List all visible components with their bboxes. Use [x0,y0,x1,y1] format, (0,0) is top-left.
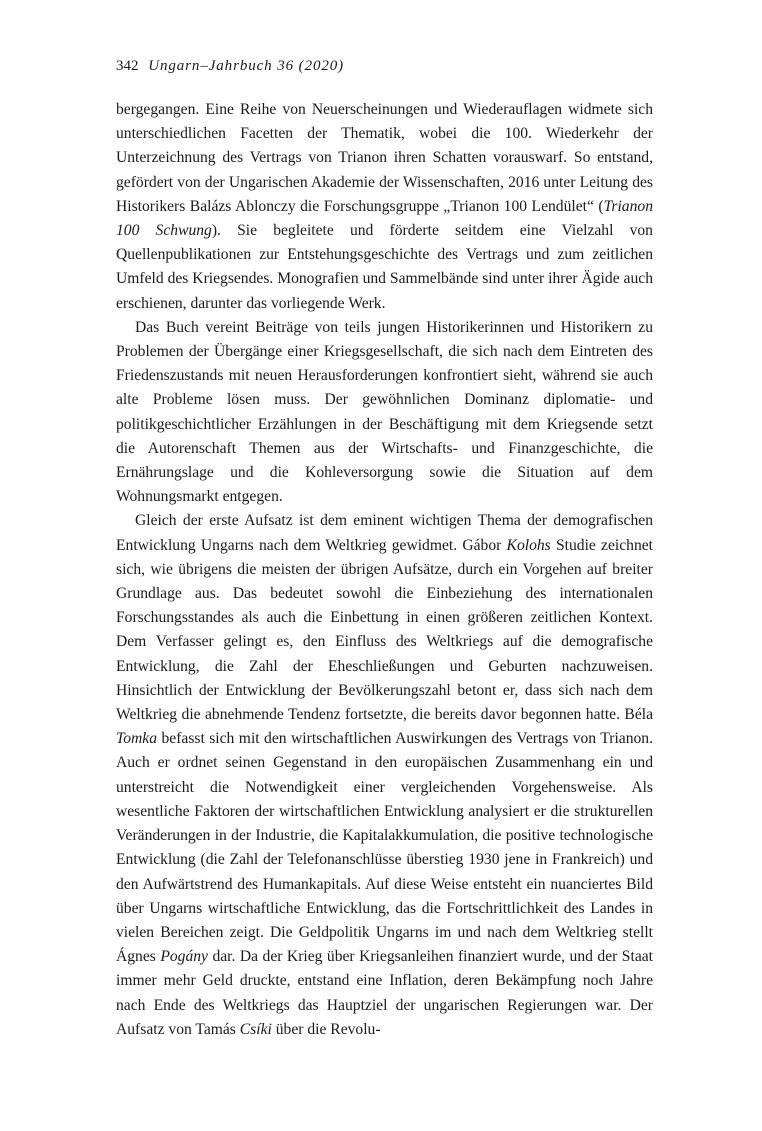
text-run-italic: Kolohs [506,536,551,554]
journal-title: Ungarn–Jahrbuch 36 (2020) [148,58,345,74]
paragraph [116,316,653,510]
running-header [116,56,653,76]
text-run-italic: Csíki [239,1020,272,1038]
body-text [116,98,653,1042]
text-run: über die Revolu- [271,1020,381,1038]
text-run: ). Sie begleitete und förderte seitdem eine Vielzahl von Quellenpublikationen zur Entstehungsgeschichte des Vertrags und zum zeitlichen Umfeld des Kriegsendes. Monografien und Sammelbände sind unter ihrer Ägide auch erschienen, darunter das vorliegende Werk. [116,222,653,312]
paragraph [116,509,653,1041]
text-run-italic: Tomka [116,730,158,748]
paragraph [116,98,653,316]
text-run-italic: Pogány [160,948,208,966]
text-run: befasst sich mit den wirtschaftlichen Auswirkungen des Vertrags von Trianon. Auch er ordnet seinen Gegenstand in den europäischen Zusammenhang ein und unterstreicht die Notwendigkeit einer vergleichenden Vorgehensweise. Als wesentliche Faktoren der wirtschaftlichen Entwicklung analysiert er die strukturellen Veränderungen in der Industrie, die Kapitalakkumulation, die positive technologische Entwicklung (die Zahl der Telefonanschlüsse überstieg 1930 jene in Frankreich) und den Aufwärtstrend des Humankapitals. Auf diese Weise entsteht ein nuanciertes Bild über Ungarns wirtschaftliche Entwicklung, das die Fortschrittlichkeit des Landes in vielen Bereichen zeigt. Die Geldpolitik Ungarns im und nach dem Weltkrieg stellt Ágnes [116,730,653,966]
text-run: Gleich der erste Aufsatz ist dem eminent wichtigen Thema der demografischen Entwicklung Ungarns nach dem Weltkrieg gewidmet. Gábor [116,512,653,554]
text-run: Studie zeichnet sich, wie übrigens die meisten der übrigen Aufsätze, durch ein Vorgehen auf breiter Grundlage aus. Das bedeutet sowohl die Einbeziehung des internationalen Forschungsstandes als auch die Einbettung in einen größeren zeitlichen Kontext. Dem Verfasser gelingt es, den Einfluss des Weltkriegs auf die demografische Entwicklung, die Zahl der Eheschließungen und Geburten nachzuweisen. Hinsichtlich der Entwicklung der Bevölkerungszahl betont er, dass sich nach dem Weltkrieg die abnehmende Tendenz fortsetzte, die bereits davor begonnen hatte. Béla [116,536,653,724]
text-run: bergegangen. Eine Reihe von Neuerscheinungen und Wiederauflagen widmete sich unterschiedlichen Facetten der Thematik, wobei die 100. Wiederkehr der Unterzeichnung des Vertrags von Trianon ihren Schatten vorauswarf. So entstand, gefördert von der Ungarischen Akademie der Wissenschaften, 2016 unter Leitung des Historikers Balázs Ablonczy die Forschungsgruppe „Trianon 100 Lendület“ ( [116,101,653,215]
text-run: Das Buch vereint Beiträge von teils jungen Historikerinnen und Historikern zu Problemen der Übergänge einer Kriegsgesellschaft, die sich nach dem Eintreten des Friedenszustands mit neuen Herausforderungen konfrontiert sieht, während sie auch alte Probleme lösen muss. Der gewöhnlichen Dominanz diplomatie- und politikgeschichtlicher Erzählungen in der Beschäftigung mit dem Kriegsende setzt die Autorenschaft Themen aus der Wirtschafts- und Finanzgeschichte, die Ernährungslage und die Kohleversorgung sowie die Situation auf dem Wohnungsmarkt entgegen. [116,318,653,506]
book-page [116,56,653,1042]
text-run-italic: Trianon 100 Schwung [116,197,653,240]
page-number: 342 [116,58,139,74]
text-run: dar. Da der Krieg über Kriegsanleihen finanziert wurde, und der Staat immer mehr Geld druckte, entstand eine Inflation, deren Bekämpfung noch Jahre nach Ende des Weltkriegs das Hauptziel der ungarischen Regierungen war. Der Aufsatz von Tamás [116,948,653,1038]
